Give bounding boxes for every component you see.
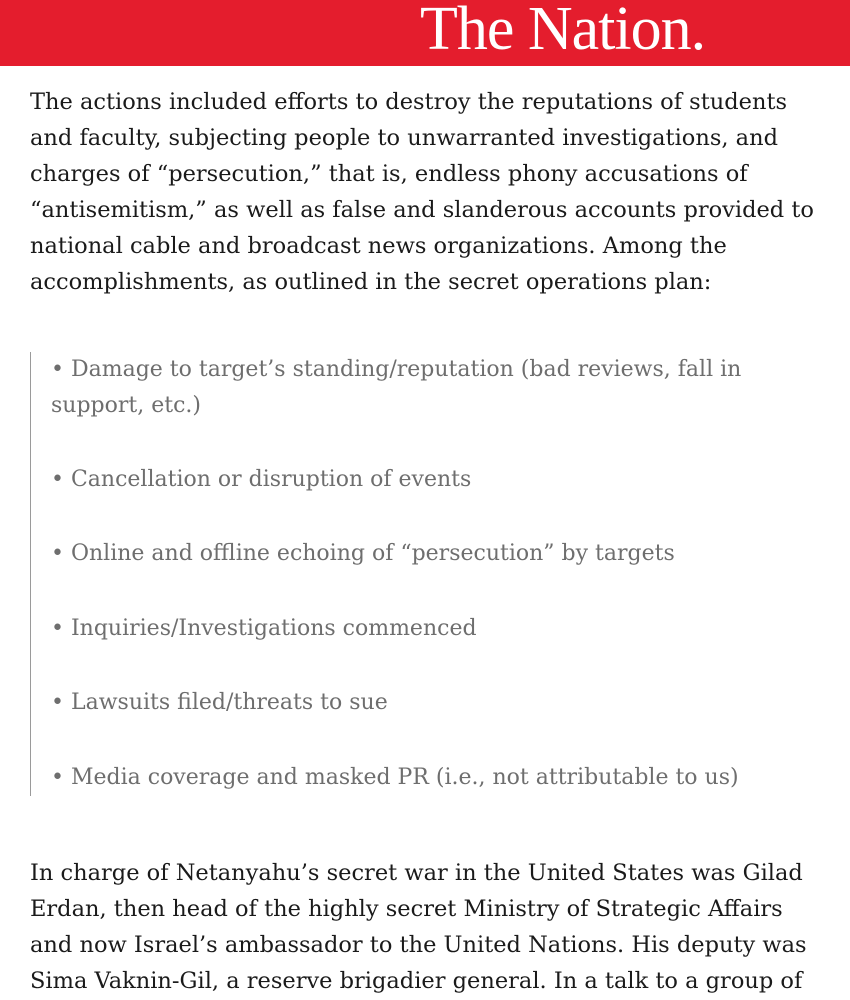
list-item: • Online and offline echoing of “persecution” by targets — [51, 541, 675, 566]
masthead-logo[interactable]: The Nation. — [420, 0, 706, 63]
list-item: • Inquiries/Investigations commenced — [51, 616, 477, 641]
article-paragraph: In charge of Netanyahu’s secret war in the United States was Gilad Erdan, then head of the highly secret Ministry of Strategic Affairs and now Israel’s ambassador to the United Nations. His deputy was Sima Vaknin-Gil, a reserve brigadier general. In a talk to a group of — [30, 860, 807, 994]
article-paragraph: The actions included efforts to destroy the reputations of students and faculty, subjecting people to unwarranted investigations, and charges of “persecution,” that is, endless phony accusations of “antisemitism,” as well as false and slanderous accounts provided to national cable and broadcast news organizations. Among the accomplishments, as outlined in the secret operations plan: — [30, 89, 814, 295]
list-item: • Cancellation or disruption of events — [51, 467, 472, 492]
list-item: • Lawsuits filed/threats to sue — [51, 690, 388, 715]
masthead — [0, 0, 850, 66]
list-item: • Damage to target’s standing/reputation (bad reviews, fall in support, etc.) — [51, 357, 742, 418]
list-item: • Media coverage and masked PR (i.e., not attributable to us) — [51, 765, 739, 790]
blockquote-list — [30, 352, 831, 796]
